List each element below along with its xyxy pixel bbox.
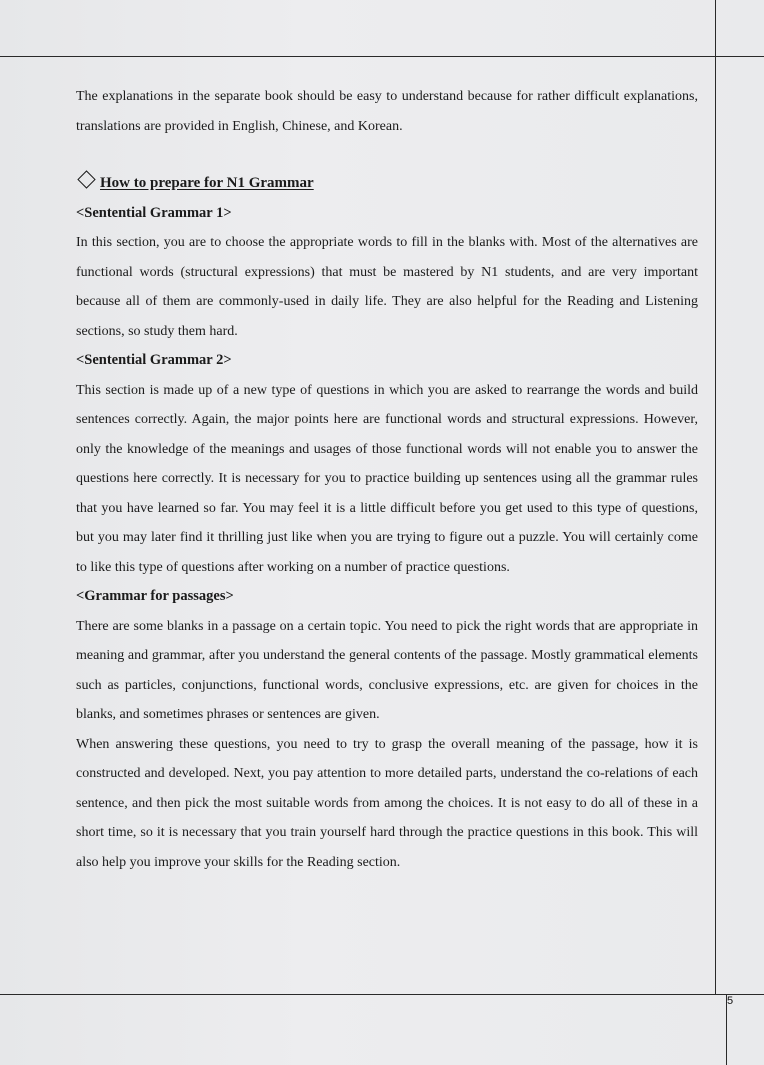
subsection-sentential-grammar-1	[76, 199, 698, 347]
body-paragraph: This section is made up of a new type of questions in which you are asked to rearrange the words and build sentences correctly. Again, the major points here are functional words and structural expressions. However, only the knowledge of the meanings and usages of those functional words will not enable you to answer the questions here correctly. It is necessary for you to practice building up sentences using all the grammar rules that you have learned so far. You may feel it is a little difficult before you get used to this type of questions, but you may later find it thrilling just like when you are trying to figure out a puzzle. You will certainly come to like this type of questions after working on a number of practice questions.	[76, 382, 698, 575]
body-paragraph: When answering these questions, you need to try to grasp the overall meaning of the passage, how it is constructed and developed. Next, you pay attention to more detailed parts, understand the co-relations of each sentence, and then pick the most suitable words from among the choices. It is not easy to do all of these in a short time, so it is necessary that you train yourself hard through the practice questions in this book. This will also help you improve your skills for the Reading section.	[76, 736, 698, 870]
body-paragraph: In this section, you are to choose the appropriate words to fill in the blanks with. Most of the alternatives are functional words (structural expressions) that must be mastered by N1 students, and are very important because all of them are commonly-used in daily life. They are also helpful for the Reading and Listening sections, so study them hard.	[76, 235, 698, 339]
page-content	[76, 82, 698, 877]
body-paragraph: There are some blanks in a passage on a certain topic. You need to pick the right words that are appropriate in meaning and grammar, after you understand the general contents of the passage. Mostly grammatical elements such as particles, conjunctions, functional words, conclusive expressions, etc. are given for choices in the blanks, and sometimes phrases or sentences are given.	[76, 618, 698, 722]
intro-paragraph: The explanations in the separate book should be easy to understand because for rather difficult explanations, translations are provided in English, Chinese, and Korean.	[76, 89, 698, 134]
footer-rule	[0, 994, 764, 995]
section-title-text: How to prepare for N1 Grammar	[100, 175, 314, 191]
subsection-grammar-for-passages	[76, 582, 698, 877]
subsection-heading: <Sentential Grammar 2>	[76, 352, 232, 368]
subsection-sentential-grammar-2	[76, 346, 698, 582]
spacer	[76, 141, 698, 169]
subsection-heading: <Sentential Grammar 1>	[76, 204, 232, 221]
subsection-heading: <Grammar for passages>	[76, 588, 234, 604]
page-number: 5	[727, 995, 734, 1007]
margin-rule-right	[715, 0, 716, 994]
header-rule	[0, 56, 764, 57]
diamond-icon	[77, 170, 95, 188]
section-title	[76, 169, 698, 199]
